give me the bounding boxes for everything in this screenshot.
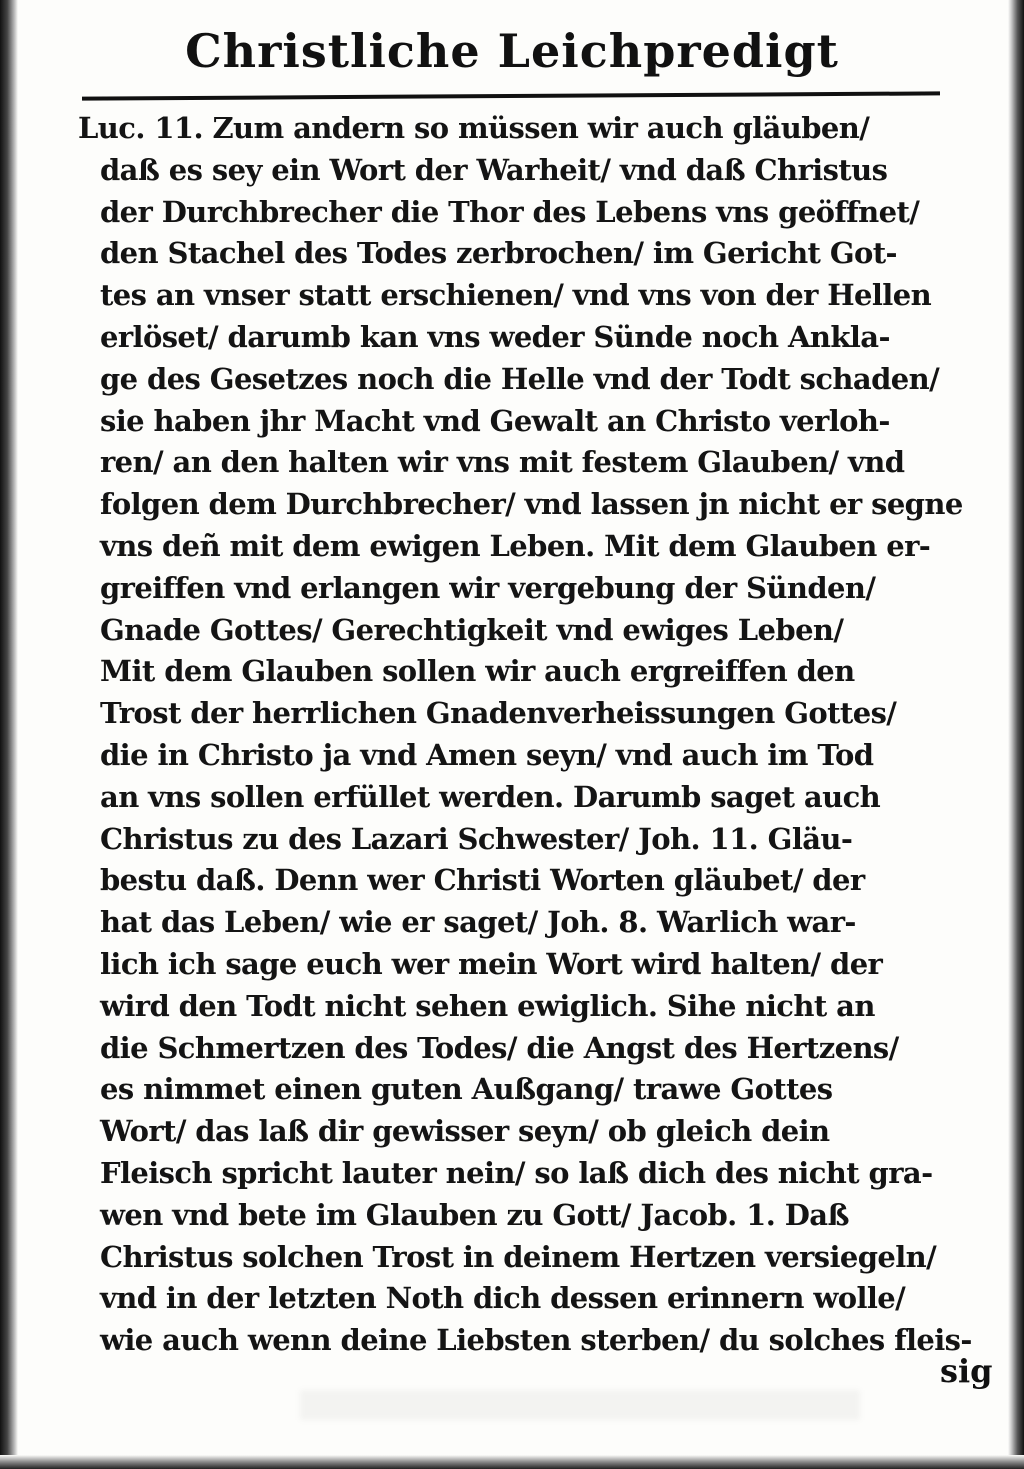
text-line: tes an vnser statt erschienen/ vnd vns von der Hellen bbox=[100, 278, 932, 313]
text-line: Christus solchen Trost in deinem Hertzen versiegeln/ bbox=[100, 1239, 937, 1274]
text-line: folgen dem Durchbrecher/ vnd lassen jn nicht er segne bbox=[100, 487, 963, 522]
text-line: der Durchbrecher die Thor des Lebens vns geöffnet/ bbox=[100, 194, 920, 229]
text-line: an vns sollen erfüllet werden. Darumb saget auch bbox=[100, 779, 881, 814]
page-edge-bottom bbox=[0, 1455, 1024, 1469]
header-rule bbox=[82, 91, 940, 100]
text-line: wen vnd bete im Glauben zu Gott/ Jacob. 1. Daß bbox=[100, 1197, 849, 1232]
text-line: die in Christo ja vnd Amen seyn/ vnd auch im Tod bbox=[100, 737, 874, 772]
text-line: vns deñ mit dem ewigen Leben. Mit dem Glauben er- bbox=[100, 528, 931, 563]
text-line: es nimmet einen guten Außgang/ trawe Gottes bbox=[100, 1072, 833, 1107]
text-line: vnd in der letzten Noth dich dessen erinnern wolle/ bbox=[100, 1281, 906, 1316]
text-line: Trost der herrlichen Gnadenverheissungen Gottes/ bbox=[100, 696, 897, 731]
text-line: ge des Gesetzes noch die Helle vnd der Todt schaden/ bbox=[100, 361, 940, 396]
text-line: daß es sey ein Wort der Warheit/ vnd daß Christus bbox=[100, 152, 888, 187]
text-line: wie auch wenn deine Liebsten sterben/ du solches fleis- bbox=[100, 1323, 972, 1358]
page-edge-right bbox=[1008, 0, 1024, 1469]
text-line: die Schmertzen des Todes/ die Angst des Hertzens/ bbox=[100, 1030, 899, 1065]
text-line: den Stachel des Todes zerbrochen/ im Gericht Got- bbox=[100, 236, 897, 271]
text-line: Fleisch spricht lauter nein/ so laß dich des nicht gra- bbox=[100, 1155, 933, 1190]
text-line: lich ich sage euch wer mein Wort wird halten/ der bbox=[100, 946, 883, 981]
text-line: Wort/ das laß dir gewisser seyn/ ob gleich dein bbox=[100, 1114, 830, 1149]
page-edge-left bbox=[0, 0, 18, 1469]
text-line: hat das Leben/ wie er saget/ Joh. 8. Warlich war- bbox=[100, 905, 856, 940]
running-head-title: Christliche Leichpredigt bbox=[185, 24, 839, 78]
text-line: Christus zu des Lazari Schwester/ Joh. 11. Gläu- bbox=[100, 821, 853, 856]
text-line: Gnade Gottes/ Gerechtigkeit vnd ewiges Leben/ bbox=[100, 612, 844, 647]
text-line: bestu daß. Denn wer Christi Worten gläubet/ der bbox=[100, 863, 865, 898]
text-line: Mit dem Glauben sollen wir auch ergreiffen den bbox=[100, 654, 855, 689]
catchword: sig bbox=[940, 1352, 993, 1390]
text-line: greiffen vnd erlangen wir vergebung der Sünden/ bbox=[100, 570, 876, 605]
text-line: Luc. 11. Zum andern so müssen wir auch gläuben/ bbox=[78, 111, 870, 145]
body-text bbox=[78, 108, 978, 1362]
text-line: sie haben jhr Macht vnd Gewalt an Christo verloh- bbox=[100, 403, 890, 438]
show-through-shadow bbox=[300, 1390, 860, 1420]
text-line: ren/ an den halten wir vns mit festem Glauben/ vnd bbox=[100, 445, 905, 480]
text-line: erlöset/ darumb kan vns weder Sünde noch Ankla- bbox=[100, 319, 890, 354]
text-line: wird den Todt nicht sehen ewiglich. Sihe nicht an bbox=[100, 988, 875, 1023]
